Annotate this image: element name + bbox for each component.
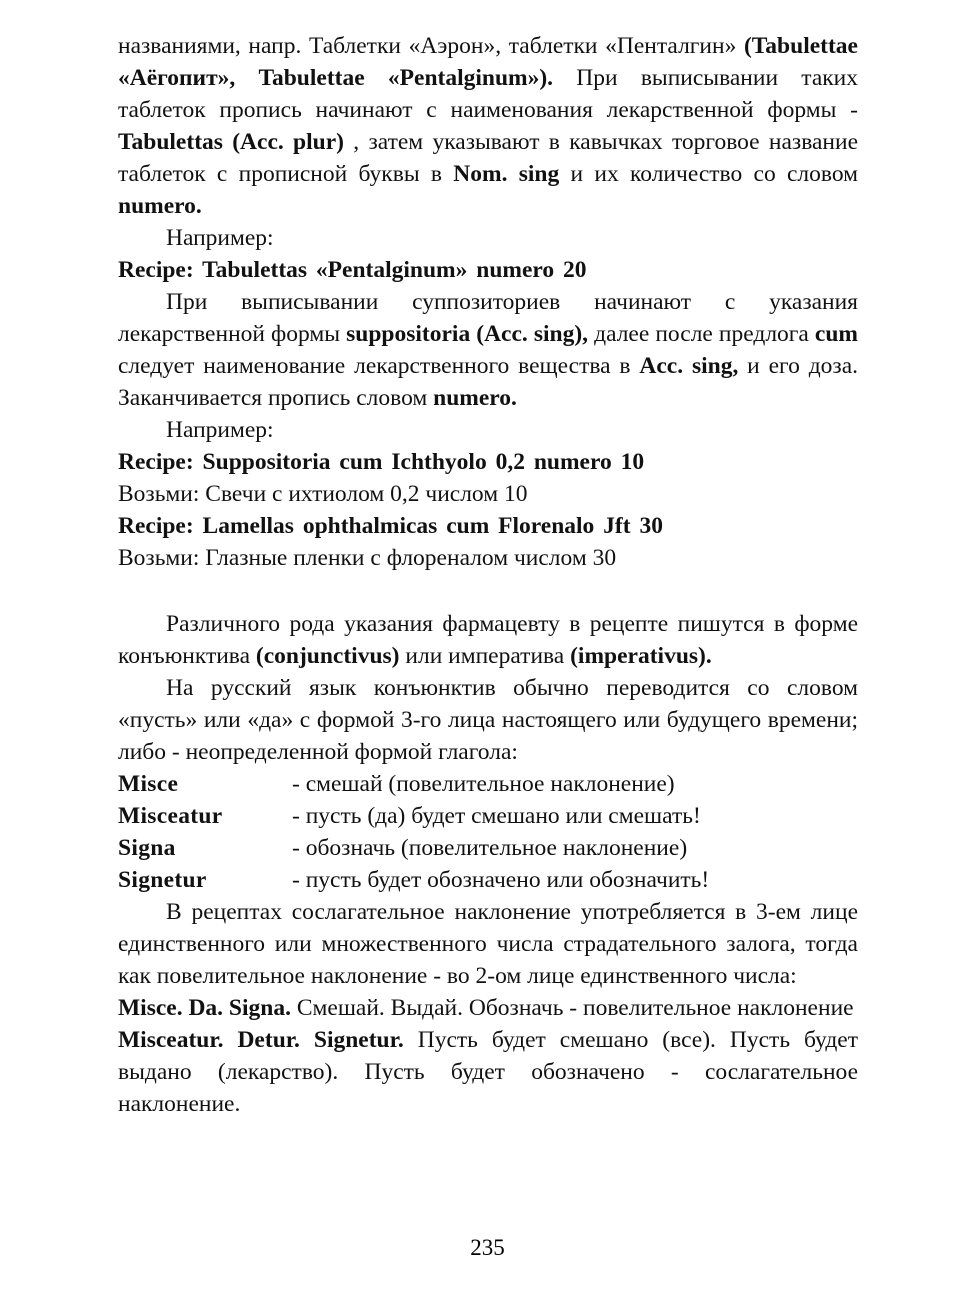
term-definition: - пусть будет обозначено или обозначить! (292, 867, 710, 893)
example-label: Например: (166, 225, 274, 251)
text: Пусть будет смешано (все). Пусть будет выдано (лекарство). Пусть будет обозначено - сослагательное наклонение. (118, 1027, 858, 1117)
paragraph-subjunctive-example (118, 1024, 858, 1120)
paragraph-tablets (118, 30, 858, 222)
text: , затем указывают в кавычках торговое название таблеток с прописной буквы в (118, 129, 858, 187)
bold-term: cum (814, 321, 858, 347)
bold-term: Acc. sing, (639, 353, 739, 379)
text: далее после предлога (588, 321, 815, 347)
term-row (118, 800, 858, 832)
term-definition: - смешай (повелительное наклонение) (292, 771, 675, 797)
text: и его доза. Заканчивается пропись словом (118, 353, 859, 411)
bold-term: suppositoria (Acc. sing), (346, 321, 589, 347)
term-list (118, 768, 858, 896)
bold-term: (conjunctivus) (255, 643, 400, 669)
term-row (118, 768, 858, 800)
bold-term: Misceatur. Detur. Signetur. (118, 1027, 404, 1053)
bold-term: (Tabulettae «Аёгопит», Tabulettae «Pentalginum»). (118, 33, 858, 91)
bold-term: Tabulettas (Acc. plur) (118, 129, 344, 155)
recipe-line: Recipe: Suppositoria cum Ichthyolo 0,2 numero 10 (118, 449, 645, 475)
text: следует наименование лекарственного вещества в (118, 353, 640, 379)
term-definition: - пусть (да) будет смешано или смешать! (292, 803, 701, 829)
text: При выписывании суппозиториев начинают с указания лекарственной формы (118, 289, 858, 347)
page-number: 235 (470, 1235, 505, 1260)
recipe-translation: Возьми: Глазные пленки с флореналом числом 30 (118, 545, 617, 571)
term-word: Misce (118, 771, 179, 797)
recipe-translation: Возьми: Свечи с ихтиолом 0,2 числом 10 (118, 481, 528, 507)
recipe-line: Recipe: Lamellas ophthalmicas cum Florenalo Jft 30 (118, 513, 663, 539)
page-body (118, 30, 858, 1120)
term-row (118, 832, 858, 864)
term-word: Signa (118, 835, 176, 861)
text: или императива (399, 643, 571, 669)
text: названиями, напр. Таблетки «Аэрон», таблетки «Пенталгин» (118, 33, 744, 59)
bold-term: numero. (433, 385, 517, 411)
term-row (118, 864, 858, 896)
bold-term: numero. (118, 193, 202, 219)
paragraph-moods (118, 608, 858, 672)
paragraph-imperative-example (118, 992, 858, 1024)
term-definition: - обозначь (повелительное наклонение) (292, 835, 688, 861)
bold-term: Misce. Da. Signa. (118, 995, 291, 1021)
paragraph-conjunctive: На русский язык конъюнктив обычно переводится со словом «пусть» или «да» с формой 3-го лица настоящего или будущего времени; либо - неопределенной формой глагола: (118, 675, 858, 765)
term-word: Signetur (118, 867, 207, 893)
term-word: Misceatur (118, 803, 223, 829)
text: Различного рода указания фармацевту в рецепте пишутся в форме конъюнктива (118, 611, 858, 669)
text: и их количество со словом (559, 161, 858, 187)
paragraph-suppositories (118, 286, 858, 414)
text: Смешай. Выдай. Обозначь - повелительное наклонение (290, 995, 854, 1021)
bold-term: Nom. sing (453, 161, 560, 187)
text: При выписывании таких таблеток пропись начинают с наименования лекарственной формы - (118, 65, 858, 123)
recipe-line: Recipe: Tabulettas «Pentalginum» numero 20 (118, 257, 587, 283)
paragraph-subjunctive: В рецептах сослагательное наклонение употребляется в 3-ем лице единственного или множественного числа страдательного залога, тогда как повелительное наклонение - во 2-ом лице единственного числа: (118, 899, 858, 989)
section-gap (118, 574, 858, 608)
bold-term: (imperativus). (570, 643, 712, 669)
example-label: Например: (166, 417, 274, 443)
